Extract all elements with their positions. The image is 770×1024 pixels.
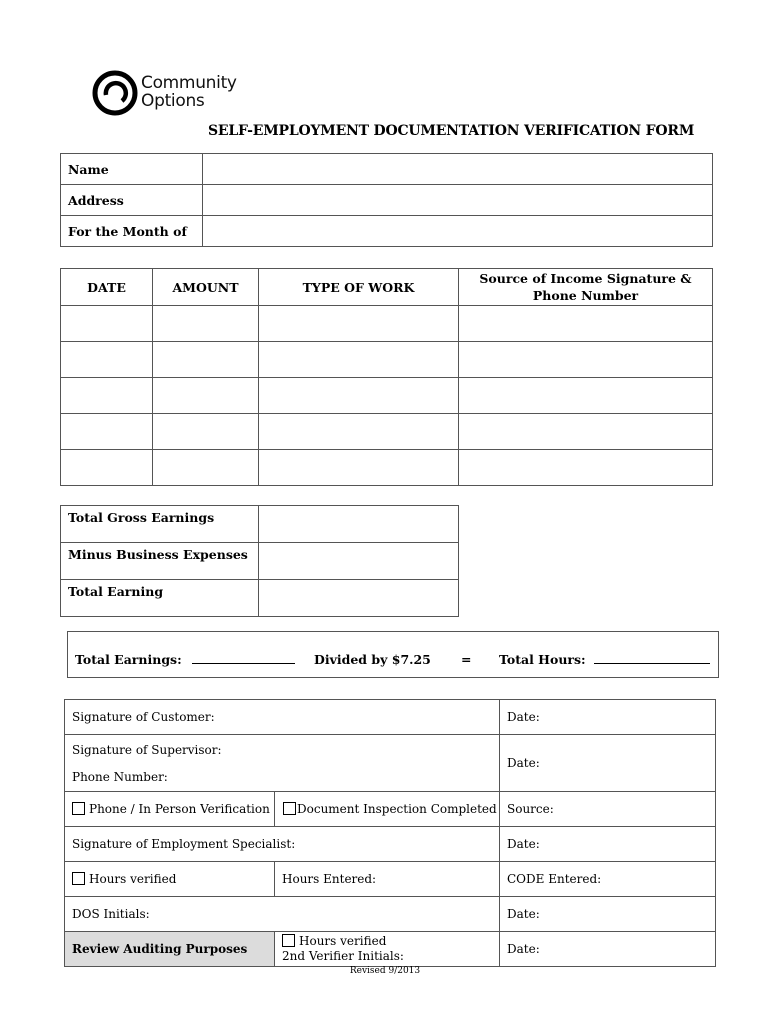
- customer-date-label[interactable]: Date:: [500, 700, 716, 735]
- type-cell[interactable]: [259, 342, 459, 378]
- community-options-logo: [92, 68, 242, 118]
- total-earnings-calc: [75, 652, 295, 667]
- amount-cell[interactable]: [153, 450, 259, 486]
- personal-info-table: [60, 153, 713, 247]
- source-of-income-header: [459, 269, 713, 306]
- logo-line-1: Community: [141, 73, 237, 93]
- supervisor-date-label[interactable]: Date:: [500, 735, 716, 792]
- amount-header: AMOUNT: [153, 269, 259, 306]
- date-cell[interactable]: [61, 378, 153, 414]
- specialist-date-label[interactable]: Date:: [500, 827, 716, 862]
- address-field[interactable]: [203, 185, 713, 216]
- verification-row: [65, 792, 716, 827]
- date-cell[interactable]: [61, 306, 153, 342]
- business-expenses-row: [61, 543, 459, 580]
- source-label[interactable]: Source:: [500, 792, 716, 827]
- second-verifier-cell[interactable]: [275, 932, 500, 967]
- earnings-table: [60, 505, 459, 617]
- name-label: Name: [61, 154, 203, 185]
- date-header: DATE: [61, 269, 153, 306]
- month-field[interactable]: [203, 216, 713, 247]
- total-hours-label: Total Hours:: [499, 652, 586, 667]
- work-log-table: [60, 268, 713, 486]
- phone-number-label: Phone Number:: [72, 770, 168, 784]
- logo-line-2: Options: [141, 91, 205, 111]
- logo-text: [141, 74, 237, 110]
- work-row: [61, 378, 713, 414]
- phone-verification-label: Phone / In Person Verification: [89, 802, 270, 816]
- amount-cell[interactable]: [153, 306, 259, 342]
- total-earning-field[interactable]: [259, 580, 459, 617]
- customer-row: [65, 700, 716, 735]
- amount-cell[interactable]: [153, 378, 259, 414]
- work-row: [61, 414, 713, 450]
- total-earnings-label: Total Earnings:: [75, 652, 182, 667]
- second-hours-verified-option[interactable]: [282, 934, 499, 949]
- total-hours-calc: [499, 652, 710, 667]
- address-label: Address: [61, 185, 203, 216]
- specialist-row: [65, 827, 716, 862]
- document-inspection-option[interactable]: [275, 792, 500, 827]
- business-expenses-field[interactable]: [259, 543, 459, 580]
- work-row: [61, 306, 713, 342]
- gross-earnings-field[interactable]: [259, 506, 459, 543]
- document-inspection-checkbox[interactable]: [283, 802, 296, 815]
- source-cell[interactable]: [459, 306, 713, 342]
- type-cell[interactable]: [259, 414, 459, 450]
- source-cell[interactable]: [459, 378, 713, 414]
- review-row: [65, 932, 716, 967]
- date-cell[interactable]: [61, 450, 153, 486]
- name-row: [61, 154, 713, 185]
- gross-earnings-label: Total Gross Earnings: [61, 506, 259, 543]
- address-row: [61, 185, 713, 216]
- supervisor-cell[interactable]: [65, 735, 500, 792]
- review-auditing-label: Review Auditing Purposes: [65, 932, 275, 967]
- dos-row: [65, 897, 716, 932]
- customer-signature-label[interactable]: Signature of Customer:: [65, 700, 500, 735]
- total-earning-label: Total Earning: [61, 580, 259, 617]
- amount-cell[interactable]: [153, 414, 259, 450]
- source-cell[interactable]: [459, 342, 713, 378]
- hours-verified-option[interactable]: [65, 862, 275, 897]
- type-cell[interactable]: [259, 306, 459, 342]
- dos-date-label[interactable]: Date:: [500, 897, 716, 932]
- type-cell[interactable]: [259, 378, 459, 414]
- work-row: [61, 342, 713, 378]
- phone-verification-checkbox[interactable]: [72, 802, 85, 815]
- hours-verified-label: Hours verified: [89, 872, 177, 886]
- total-hours-blank[interactable]: [594, 652, 710, 664]
- document-inspection-label: Document Inspection Completed: [297, 802, 497, 816]
- second-hours-verified-checkbox[interactable]: [282, 934, 295, 947]
- hours-entered-label[interactable]: Hours Entered:: [275, 862, 500, 897]
- form-title: SELF-EMPLOYMENT DOCUMENTATION VERIFICATION FORM: [208, 123, 695, 139]
- date-cell[interactable]: [61, 414, 153, 450]
- type-of-work-header: TYPE OF WORK: [259, 269, 459, 306]
- second-hours-verified-label: Hours verified: [299, 934, 387, 948]
- hours-verified-checkbox[interactable]: [72, 872, 85, 885]
- source-header-line-2: Phone Number: [532, 288, 639, 303]
- work-row: [61, 450, 713, 486]
- dos-initials-label[interactable]: DOS Initials:: [65, 897, 500, 932]
- hours-row: [65, 862, 716, 897]
- business-expenses-label: Minus Business Expenses: [61, 543, 259, 580]
- logo-swirl-icon: [92, 68, 138, 118]
- revision-footer: Revised 9/2013: [349, 966, 421, 976]
- work-header-row: [61, 269, 713, 306]
- source-header-line-1: Source of Income Signature &: [479, 271, 692, 286]
- amount-cell[interactable]: [153, 342, 259, 378]
- specialist-signature-label[interactable]: Signature of Employment Specialist:: [65, 827, 500, 862]
- review-date-label[interactable]: Date:: [500, 932, 716, 967]
- supervisor-row: [65, 735, 716, 792]
- type-cell[interactable]: [259, 450, 459, 486]
- month-label: For the Month of: [61, 216, 203, 247]
- date-cell[interactable]: [61, 342, 153, 378]
- second-verifier-initials-label: 2nd Verifier Initials:: [282, 949, 404, 963]
- signature-table: [64, 699, 716, 967]
- hours-calculation-box: [67, 631, 719, 678]
- divided-by-label: Divided by $7.25: [314, 652, 431, 667]
- supervisor-signature-label: Signature of Supervisor:: [72, 743, 222, 757]
- source-cell[interactable]: [459, 450, 713, 486]
- source-cell[interactable]: [459, 414, 713, 450]
- total-earnings-blank[interactable]: [192, 652, 295, 664]
- phone-verification-option[interactable]: [65, 792, 275, 827]
- name-field[interactable]: [203, 154, 713, 185]
- gross-earnings-row: [61, 506, 459, 543]
- month-row: [61, 216, 713, 247]
- total-earning-row: [61, 580, 459, 617]
- code-entered-label[interactable]: CODE Entered:: [500, 862, 716, 897]
- equals-sign: =: [461, 652, 472, 667]
